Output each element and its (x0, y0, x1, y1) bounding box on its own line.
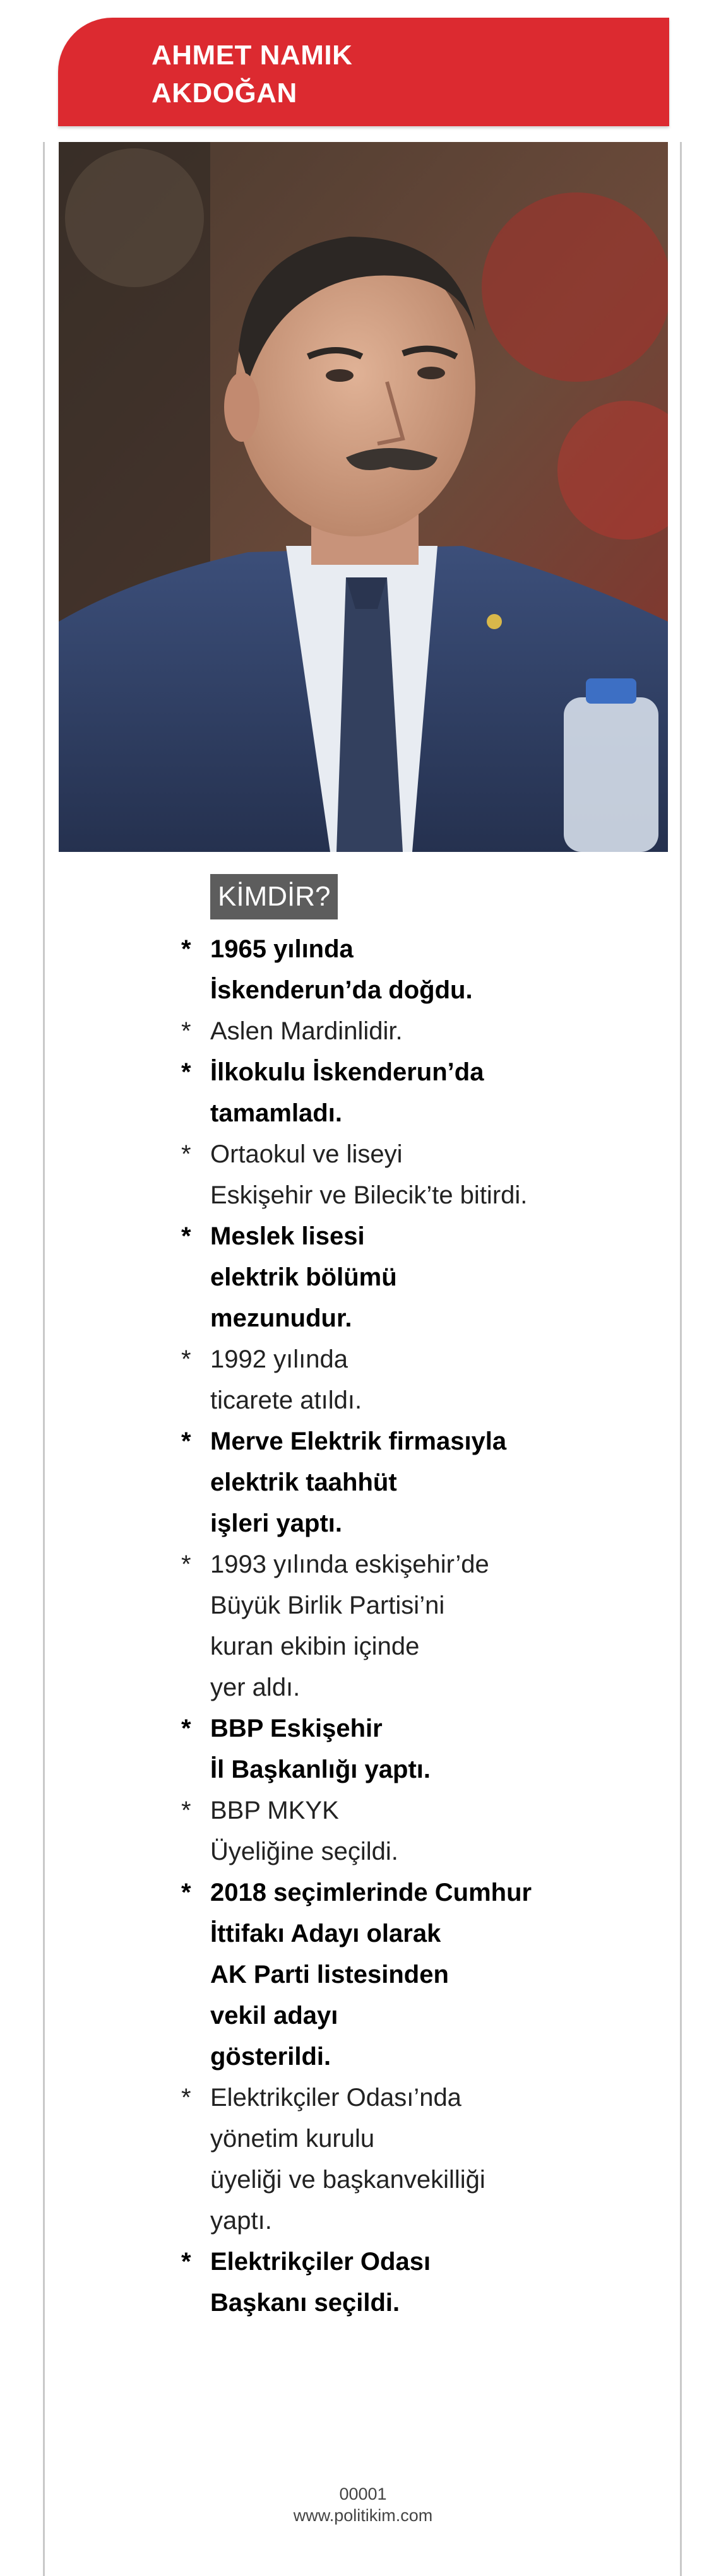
bio-item (181, 1011, 661, 1052)
bio-item-line: yaptı. (210, 2207, 272, 2235)
bio-item-line: Üyeliğine seçildi. (210, 1838, 398, 1865)
bullet-star-icon: * (181, 1058, 191, 1086)
bio-item-line: İttifakı Adayı olarak (210, 1920, 441, 1947)
bullet-star-icon: * (181, 2248, 191, 2276)
name-header (58, 18, 669, 126)
biography-list (181, 929, 661, 2324)
bio-item (181, 2242, 661, 2324)
bio-item (181, 1216, 661, 1339)
bio-item (181, 1544, 661, 1708)
bullet-star-icon: * (181, 935, 191, 963)
bio-item-line: Büyük Birlik Partisi’ni (210, 1592, 445, 1619)
bio-item-line: İlkokulu İskenderun’da (210, 1058, 484, 1086)
bio-item (181, 1134, 661, 1216)
bullet-star-icon: * (181, 1551, 191, 1578)
bio-item-line: yönetim kurulu (210, 2125, 375, 2153)
bullet-star-icon: * (181, 2084, 191, 2112)
bullet-star-icon: * (181, 1345, 191, 1373)
bullet-star-icon: * (181, 1140, 191, 1168)
bio-item-line: elektrik taahhüt (210, 1468, 397, 1496)
bio-item-line: Elektrikçiler Odası’nda (210, 2084, 461, 2112)
bio-item-line: BBP MKYK (210, 1797, 339, 1824)
page-code: 00001 (339, 2484, 387, 2503)
portrait-illustration (59, 142, 668, 852)
bullet-star-icon: * (181, 1427, 191, 1455)
bio-item (181, 1052, 661, 1134)
bullet-star-icon: * (181, 1017, 191, 1045)
bio-item (181, 1339, 661, 1421)
frame-left-line (43, 142, 45, 2576)
bullet-star-icon: * (181, 1797, 191, 1824)
bio-item (181, 2077, 661, 2242)
bullet-star-icon: * (181, 1879, 191, 1906)
bio-item-line: ticarete atıldı. (210, 1386, 362, 1414)
bio-item (181, 929, 661, 1011)
section-title-badge: KİMDİR? (210, 874, 338, 919)
bio-item-line: mezunudur. (210, 1304, 352, 1332)
bio-item-line: gösterildi. (210, 2043, 331, 2071)
bio-item (181, 1708, 661, 1790)
bio-item-line: İl Başkanlığı yaptı. (210, 1756, 431, 1783)
bio-item-line: Elektrikçiler Odası (210, 2248, 431, 2276)
bio-item-line: Aslen Mardinlidir. (210, 1017, 403, 1045)
bullet-star-icon: * (181, 1715, 191, 1742)
bio-item-line: İskenderun’da doğdu. (210, 976, 473, 1004)
bio-item-line: Ortaokul ve liseyi (210, 1140, 403, 1168)
portrait-photo (59, 142, 668, 852)
bio-item-line: elektrik bölümü (210, 1263, 397, 1291)
website-link[interactable]: www.politikim.com (293, 2506, 433, 2525)
bio-item-line: yer aldı. (210, 1674, 301, 1701)
person-name-line1: AHMET NAMIK (152, 40, 353, 71)
person-name-line2: AKDOĞAN (152, 78, 297, 109)
bio-item (181, 1421, 661, 1544)
bio-item-line: 1965 yılında (210, 935, 354, 963)
person-name (152, 37, 530, 112)
bio-item-line: tamamladı. (210, 1099, 342, 1127)
bio-item-line: üyeliği ve başkanvekilliği (210, 2166, 485, 2194)
frame-right-line (680, 142, 682, 2576)
bio-item (181, 1872, 661, 2077)
page-footer (0, 2483, 726, 2526)
bio-item-line: kuran ekibin içinde (210, 1633, 420, 1660)
bio-item-line: Meslek lisesi (210, 1222, 365, 1250)
bio-item-line: 1993 yılında eskişehir’de (210, 1551, 489, 1578)
bio-item-line: işleri yaptı. (210, 1510, 342, 1537)
bio-item-line: BBP Eskişehir (210, 1715, 383, 1742)
bio-item-line: 2018 seçimlerinde Cumhur (210, 1879, 532, 1906)
bio-item-line: Eskişehir ve Bilecik’te bitirdi. (210, 1181, 528, 1209)
bio-item-line: Merve Elektrik firmasıyla (210, 1427, 507, 1455)
bio-item (181, 1790, 661, 1872)
bio-item-line: Başkanı seçildi. (210, 2289, 400, 2317)
bio-item-line: vekil adayı (210, 2002, 338, 2029)
bullet-star-icon: * (181, 1222, 191, 1250)
bio-item-line: AK Parti listesinden (210, 1961, 449, 1988)
bio-item-line: 1992 yılında (210, 1345, 348, 1373)
